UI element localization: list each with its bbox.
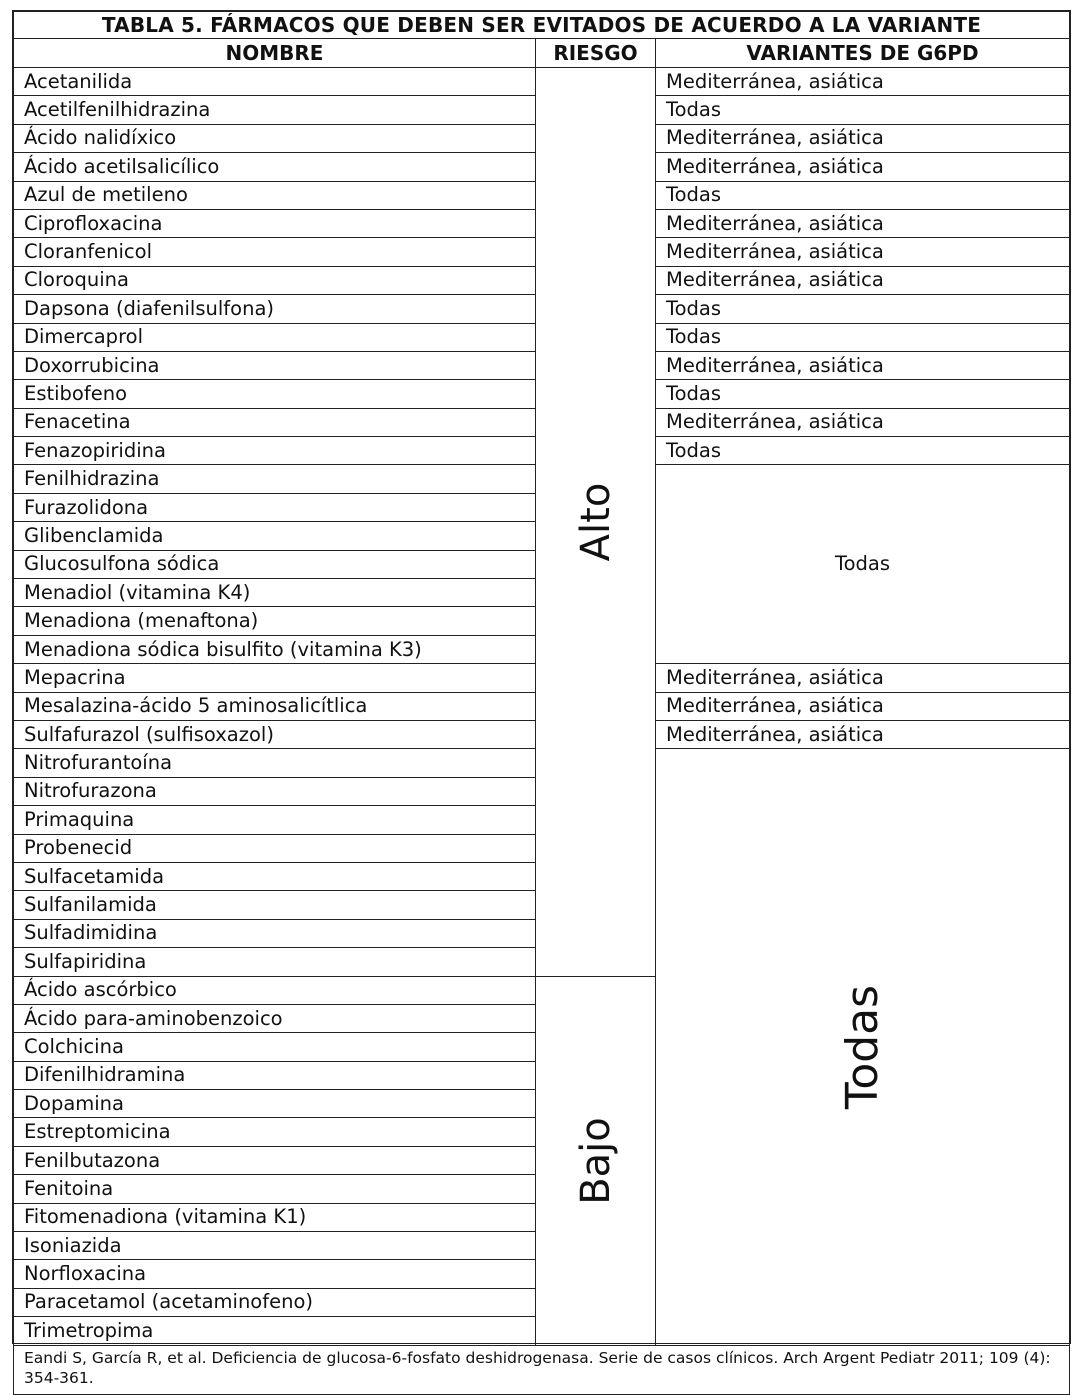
- drug-name: Dopamina: [14, 1090, 536, 1118]
- variant-cell: Mediterránea, asiática: [656, 408, 1070, 436]
- drug-name: Cloranfenicol: [14, 238, 536, 266]
- drug-name: Difenilhidramina: [14, 1061, 536, 1089]
- header-nombre: NOMBRE: [14, 39, 536, 68]
- drug-name: Acetilfenilhidrazina: [14, 96, 536, 124]
- drug-name: Primaquina: [14, 806, 536, 834]
- drug-name: Fenitoina: [14, 1175, 536, 1203]
- drug-name: Doxorrubicina: [14, 351, 536, 379]
- risk-alto-cell: [536, 68, 656, 977]
- variant-cell: Mediterránea, asiática: [656, 124, 1070, 152]
- variant-todas-label: Todas: [836, 984, 888, 1110]
- drug-name: Sulfacetamida: [14, 862, 536, 890]
- drug-name: Dapsona (diafenilsulfona): [14, 295, 536, 323]
- reference-row: [14, 1345, 1070, 1394]
- variant-cell: Todas: [656, 323, 1070, 351]
- drug-name: Sulfafurazol (sulfisoxazol): [14, 720, 536, 748]
- drug-name: Glibenclamida: [14, 522, 536, 550]
- variant-cell: Mediterránea, asiática: [656, 664, 1070, 692]
- drug-name: Sulfapiridina: [14, 948, 536, 976]
- drug-name: Probenecid: [14, 834, 536, 862]
- variant-cell: Mediterránea, asiática: [656, 720, 1070, 748]
- table-title: TABLA 5. FÁRMACOS QUE DEBEN SER EVITADOS DE ACUERDO A LA VARIANTE: [14, 12, 1070, 39]
- drug-name: Glucosulfona sódica: [14, 550, 536, 578]
- header-riesgo: RIESGO: [536, 39, 656, 68]
- reference-text: Eandi S, García R, et al. Deficiencia de glucosa-6-fosfato deshidrogenasa. Serie de casos clínicos. Arch Argent Pediatr 2011; 109 (4): 354-361.: [14, 1345, 1070, 1394]
- drug-name: Mepacrina: [14, 664, 536, 692]
- drug-name: Paracetamol (acetaminofeno): [14, 1288, 536, 1316]
- drug-name: Mesalazina-ácido 5 aminosalicítlica: [14, 692, 536, 720]
- drug-name: Estreptomicina: [14, 1118, 536, 1146]
- drug-name: Dimercaprol: [14, 323, 536, 351]
- drug-name: Estibofeno: [14, 380, 536, 408]
- variant-cell: Mediterránea, asiática: [656, 68, 1070, 96]
- drug-name: Fenilbutazona: [14, 1146, 536, 1174]
- variant-cell: Todas: [656, 437, 1070, 465]
- drug-name: Fenazopiridina: [14, 437, 536, 465]
- risk-bajo-label: Bajo: [572, 1116, 619, 1205]
- variant-cell: Mediterránea, asiática: [656, 238, 1070, 266]
- drug-name: Menadiona sódica bisulfito (vitamina K3): [14, 635, 536, 663]
- drug-name: Ácido ascórbico: [14, 976, 536, 1004]
- header-variantes: VARIANTES DE G6PD: [656, 39, 1070, 68]
- drug-name: Isoniazida: [14, 1232, 536, 1260]
- drug-name: Menadiol (vitamina K4): [14, 579, 536, 607]
- drug-name: Norfloxacina: [14, 1260, 536, 1288]
- variant-cell: Mediterránea, asiática: [656, 692, 1070, 720]
- drug-name: Ácido nalidíxico: [14, 124, 536, 152]
- variant-cell: Mediterránea, asiática: [656, 351, 1070, 379]
- drug-name: Nitrofurazona: [14, 777, 536, 805]
- drug-name: Trimetropima: [14, 1317, 536, 1345]
- drug-name: Sulfadimidina: [14, 919, 536, 947]
- drug-table-document: [12, 10, 1071, 1387]
- variant-cell: Todas: [656, 295, 1070, 323]
- drug-name: Colchicina: [14, 1033, 536, 1061]
- drug-name: Furazolidona: [14, 493, 536, 521]
- drug-name: Cloroquina: [14, 266, 536, 294]
- variant-cell-merged: Todas: [656, 465, 1070, 664]
- table-title-row: [14, 12, 1070, 39]
- drug-name: Nitrofurantoína: [14, 749, 536, 777]
- drug-name: Fitomenadiona (vitamina K1): [14, 1203, 536, 1231]
- variant-cell: Mediterránea, asiática: [656, 153, 1070, 181]
- variant-cell: Todas: [656, 96, 1070, 124]
- drug-name: Fenacetina: [14, 408, 536, 436]
- drug-name: Ácido acetilsalicílico: [14, 153, 536, 181]
- risk-bajo-cell: [536, 976, 656, 1345]
- variant-cell: Todas: [656, 380, 1070, 408]
- drug-name: Fenilhidrazina: [14, 465, 536, 493]
- drug-name: Menadiona (menaftona): [14, 607, 536, 635]
- risk-alto-label: Alto: [572, 482, 619, 562]
- drug-name: Acetanilida: [14, 68, 536, 96]
- header-row: [14, 39, 1070, 68]
- drug-name: Sulfanilamida: [14, 891, 536, 919]
- drug-table: [13, 11, 1070, 1395]
- variant-cell: Mediterránea, asiática: [656, 209, 1070, 237]
- table-row: [14, 68, 1070, 96]
- variant-cell-merged-large: [656, 749, 1070, 1345]
- variant-cell: Todas: [656, 181, 1070, 209]
- variant-cell: Mediterránea, asiática: [656, 266, 1070, 294]
- drug-name: Ácido para-aminobenzoico: [14, 1004, 536, 1032]
- drug-name: Azul de metileno: [14, 181, 536, 209]
- drug-name: Ciprofloxacina: [14, 209, 536, 237]
